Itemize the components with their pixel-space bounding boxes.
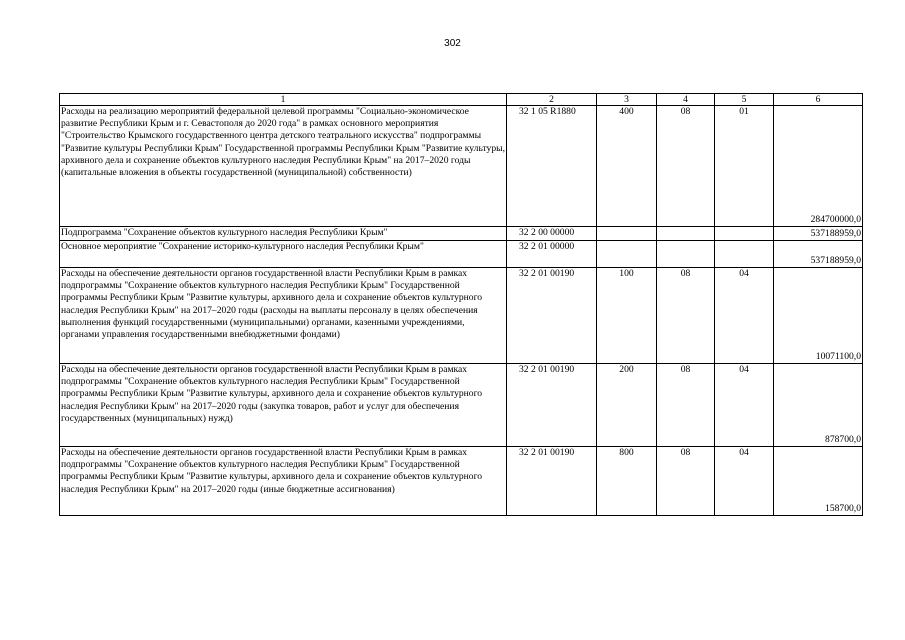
row-description: Основное мероприятие "Сохранение историко-культурного наследия Республики Крым" xyxy=(60,241,507,268)
row-col-3: 200 xyxy=(597,364,657,447)
row-code: 32 2 01 00190 xyxy=(507,364,597,447)
row-col-3: 800 xyxy=(597,447,657,516)
table-row xyxy=(60,227,863,241)
row-col-5: 04 xyxy=(715,447,774,516)
table-row xyxy=(60,447,863,516)
row-code: 32 2 01 00190 xyxy=(507,268,597,364)
header-col-6: 6 xyxy=(774,94,863,106)
table-row xyxy=(60,241,863,268)
row-description: Расходы на обеспечение деятельности органов государственной власти Республики Крым в рамках подпрограммы "Сохранение объектов культурного наследия Республики Крым" Государственной программы Республики Крым "Развитие культуры, архивного дела и сохранение объектов культурного наследия Республики Крым" на 2017–2020 годы (закупка товаров, работ и услуг для обеспечения государственных (муниципальных) нужд) xyxy=(60,364,507,447)
row-description: Расходы на реализацию мероприятий федеральной целевой программы "Социально-экономическое развитие Республики Крым и г. Севастополя до 2020 года" в рамках основного мероприятия "Строительство Крымского государственного центра детского театрального искусства" подпрограммы "Развитие культуры Республики Крым" Государственной программы Республики Крым "Развитие культуры, архивного дела и сохранение объектов культурного наследия Республики Крым" на 2017–2020 годы (капитальные вложения в объекты государственной (муниципальной) собственности) xyxy=(60,106,507,227)
row-amount: 537188959,0 xyxy=(774,241,863,268)
table-row xyxy=(60,268,863,364)
row-col-5: 04 xyxy=(715,268,774,364)
header-col-5: 5 xyxy=(715,94,774,106)
row-col-5: 04 xyxy=(715,364,774,447)
header-col-4: 4 xyxy=(657,94,715,106)
row-col-3 xyxy=(597,227,657,241)
row-description: Подпрограмма "Сохранение объектов культурного наследия Республики Крым" xyxy=(60,227,507,241)
row-code: 32 2 01 00000 xyxy=(507,241,597,268)
row-description: Расходы на обеспечение деятельности органов государственной власти Республики Крым в рамках подпрограммы "Сохранение объектов культурного наследия Республики Крым" Государственной программы Республики Крым "Развитие культуры, архивного дела и сохранение объектов культурного наследия Республики Крым" на 2017–2020 годы (иные бюджетные ассигнования) xyxy=(60,447,507,516)
row-amount: 878700,0 xyxy=(774,364,863,447)
table-header-row xyxy=(60,94,863,106)
header-col-1: 1 xyxy=(60,94,507,106)
header-col-3: 3 xyxy=(597,94,657,106)
row-code: 32 2 00 00000 xyxy=(507,227,597,241)
row-description: Расходы на обеспечение деятельности органов государственной власти Республики Крым в рамках подпрограммы "Сохранение объектов культурного наследия Республики Крым" Государственной программы Республики Крым "Развитие культуры, архивного дела и сохранение объектов культурного наследия Республики Крым" на 2017–2020 годы (расходы на выплаты персоналу в целях обеспечения выполнения функций государственными (муниципальными) органами, казенными учреждениями, органами управления государственными внебюджетными фондами) xyxy=(60,268,507,364)
row-col-5: 01 xyxy=(715,106,774,227)
row-col-5 xyxy=(715,227,774,241)
page-number: 302 xyxy=(444,38,461,49)
table-row xyxy=(60,364,863,447)
budget-table xyxy=(59,93,863,516)
row-col-4: 08 xyxy=(657,106,715,227)
row-col-4 xyxy=(657,241,715,268)
row-col-4: 08 xyxy=(657,364,715,447)
row-code: 32 1 05 R1880 xyxy=(507,106,597,227)
row-col-4: 08 xyxy=(657,447,715,516)
table-row xyxy=(60,106,863,227)
row-amount: 10071100,0 xyxy=(774,268,863,364)
row-col-3: 400 xyxy=(597,106,657,227)
row-code: 32 2 01 00190 xyxy=(507,447,597,516)
row-col-4: 08 xyxy=(657,268,715,364)
row-col-3 xyxy=(597,241,657,268)
row-col-5 xyxy=(715,241,774,268)
header-col-2: 2 xyxy=(507,94,597,106)
row-col-4 xyxy=(657,227,715,241)
row-amount: 284700000,0 xyxy=(774,106,863,227)
row-amount: 158700,0 xyxy=(774,447,863,516)
row-amount: 537188959,0 xyxy=(774,227,863,241)
row-col-3: 100 xyxy=(597,268,657,364)
